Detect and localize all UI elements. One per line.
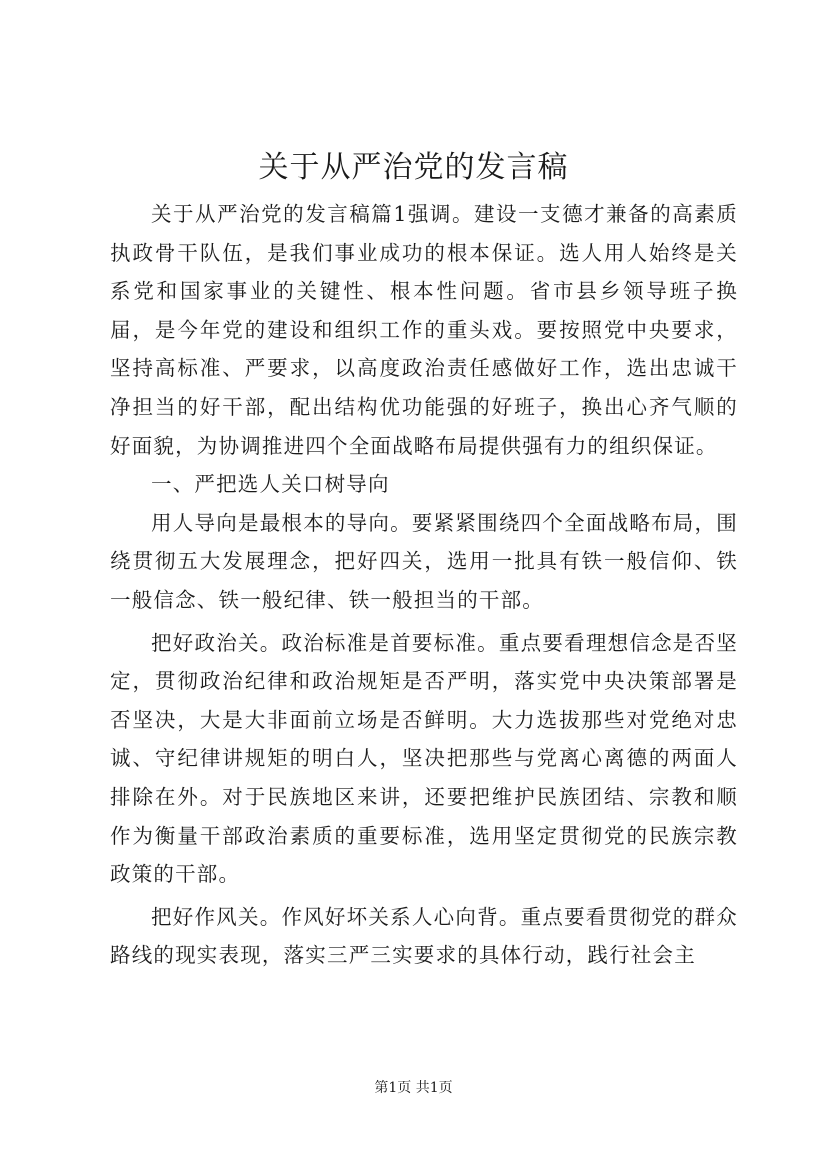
document-body <box>110 195 738 975</box>
paragraph-intro: 关于从严治党的发言稿篇1强调。建设一支德才兼备的高素质执政骨干队伍，是我们事业成功的根本保证。选人用人始终是关系党和国家事业的关键性、根本性问题。省市县乡领导班子换届，是今年党的建设和组织工作的重头戏。要按照党中央要求，坚持高标准、严要求，以高度政治责任感做好工作，选出忠诚干净担当的好干部，配出结构优功能强的好班子，换出心齐气顺的好面貌，为协调推进四个全面战略布局提供强有力的组织保证。 <box>110 202 738 458</box>
paragraph-style: 把好作风关。作风好坏关系人心向背。重点要看贯彻党的群众路线的现实表现，落实三严三实要求的具体行动，践行社会主 <box>110 904 738 968</box>
paragraph-orientation: 用人导向是最根本的导向。要紧紧围绕四个全面战略布局，围绕贯彻五大发展理念，把好四关，选用一批具有铁一般信仰、铁一般信念、铁一般纪律、铁一般担当的干部。 <box>110 510 738 612</box>
paragraph-political: 把好政治关。政治标准是首要标准。重点要看理想信念是否坚定，贯彻政治纪律和政治规矩是否严明，落实党中央决策部署是否坚决，大是大非面前立场是否鲜明。大力选拔那些对党绝对忠诚、守纪律讲规矩的明白人，坚决把那些与党离心离德的两面人排除在外。对于民族地区来讲，还要把维护民族团结、宗教和顺作为衡量干部政治素质的重要标准，选用坚定贯彻党的民族宗教政策的干部。 <box>110 630 738 887</box>
paragraph-section-heading: 一、严把选人关口树导向 <box>151 472 390 497</box>
document-title: 关于从严治党的发言稿 <box>258 150 569 185</box>
page-footer: 第1页 共1页 <box>374 1080 453 1096</box>
